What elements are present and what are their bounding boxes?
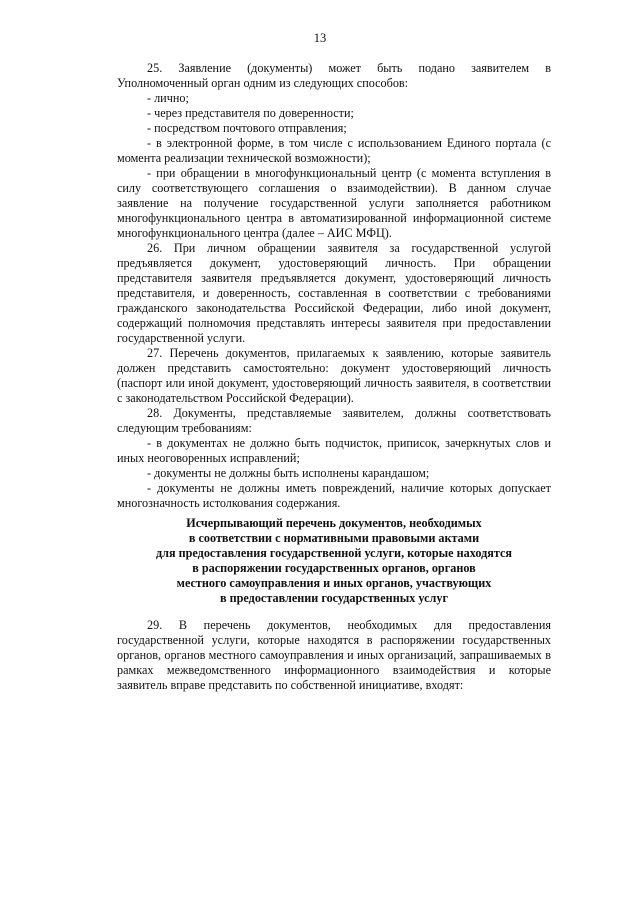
heading-line: для предоставления государственной услуги, которые находятся bbox=[155, 546, 513, 560]
heading-line: Исчерпывающий перечень документов, необходимых bbox=[186, 516, 482, 530]
requirement-no-erasures: - в документах не должно быть подчисток, приписок, зачеркнутых слов и иных неоговоренных исправлений; bbox=[117, 436, 551, 465]
paragraph-29: 29. В перечень документов, необходимых для предоставления государственной услуги, которые находятся в распоряжении государственных органов, органов местного самоуправления и иных организаций, запрашиваемых в рамках межведомственного информационного взаимодействия и которые заявитель вправе представить по собственной инициативе, входят: bbox=[117, 618, 551, 692]
heading-line: в распоряжении государственных органов, органов bbox=[192, 561, 476, 575]
list-item-electronic: - в электронной форме, в том числе с использованием Единого портала (с момента реализации технической возможности); bbox=[117, 136, 551, 165]
body-text bbox=[117, 61, 551, 511]
paragraph-28: 28. Документы, представляемые заявителем, должны соответствовать следующим требованиям: bbox=[117, 406, 551, 435]
list-item-mfc: - при обращении в многофункциональный центр (с момента вступления в силу соответствующего соглашения о взаимодействии). В данном случае заявление на получение государственной услуги заполняется работником многофункционального центра в автоматизированной информационной системе многофункционального центра (далее – АИС МФЦ). bbox=[117, 166, 551, 240]
heading-line: местного самоуправления и иных органов, участвующих bbox=[176, 576, 492, 590]
list-item-in-person: - лично; bbox=[147, 91, 189, 105]
requirement-no-damage: - документы не должны иметь повреждений, наличие которых допускает многозначность истолкования содержания. bbox=[117, 481, 551, 510]
list-item-representative: - через представителя по доверенности; bbox=[147, 106, 354, 120]
list-item-mail: - посредством почтового отправления; bbox=[147, 121, 347, 135]
heading-line: в соответствии с нормативными правовыми актами bbox=[188, 531, 480, 545]
page-number: 13 bbox=[313, 31, 327, 45]
section-heading bbox=[117, 516, 551, 606]
paragraph-27: 27. Перечень документов, прилагаемых к заявлению, которые заявитель должен представить самостоятельно: документ удостоверяющий личность (паспорт или иной документ, удостоверяющий личность заявителя, в соответствии с законодательством Российской Федерации). bbox=[117, 346, 551, 405]
requirement-no-pencil: - документы не должны быть исполнены карандашом; bbox=[147, 466, 430, 480]
heading-line: в предоставлении государственных услуг bbox=[220, 591, 448, 605]
paragraph-25: 25. Заявление (документы) может быть подано заявителем в Уполномоченный орган одним из следующих способов: bbox=[117, 61, 551, 90]
section-body bbox=[117, 618, 551, 693]
paragraph-26: 26. При личном обращении заявителя за государственной услугой предъявляется документ, удостоверяющий личность. При обращении представителя заявителя предъявляется документ, удостоверяющий личность представителя, и доверенность, составленная в соответствии с требованиями гражданского законодательства Российской Федерации, либо иной документ, содержащий полномочия представлять интересы заявителя при предоставлении государственной услуги. bbox=[117, 241, 551, 345]
